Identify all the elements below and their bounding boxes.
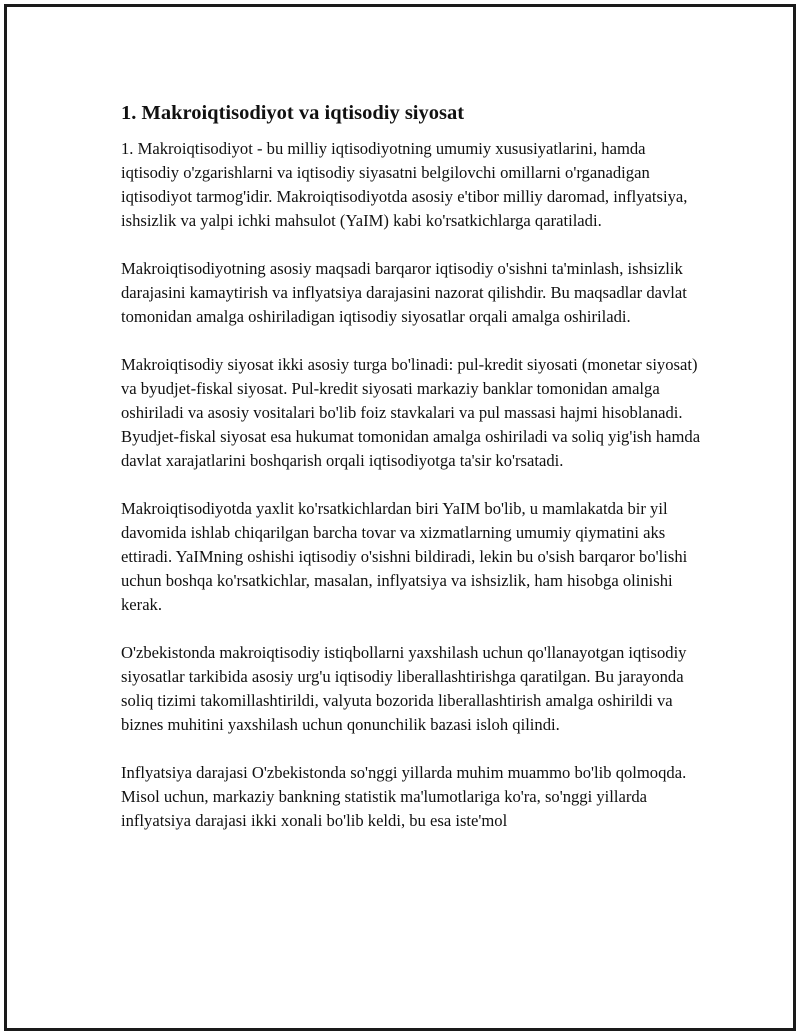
paragraph-2: Makroiqtisodiyotning asosiy maqsadi barqaror iqtisodiy o'sishni ta'minlash, ishsizlik darajasini kamaytirish va inflyatsiya darajasini nazorat qilishdir. Bu maqsadlar davlat tomonidan amalga oshiriladigan iqtisodiy siyosatlar orqali amalga oshiriladi. xyxy=(121,259,687,326)
paragraph-1: 1. Makroiqtisodiyot - bu milliy iqtisodiyotning umumiy xususiyatlarini, hamda iqtisodiy o'zgarishlarni va iqtisodiy siyasatni belgilovchi omillarni o'rganadigan iqtisodiyot tarmog'idir. Makroiqtisodiyotda asosiy e'tibor milliy daromad, inflyatsiya, ishsizlik va yalpi ichki mahsulot (YaIM) kabi ko'rsatkichlarga qaratiladi. xyxy=(121,139,688,230)
paragraph-4: Makroiqtisodiyotda yaxlit ko'rsatkichlardan biri YaIM bo'lib, u mamlakatda bir yil davomida ishlab chiqarilgan barcha tovar va xizmatlarning umumiy qiymatini aks ettiradi. YaIMning oshishi iqtisodiy o'sishni bildiradi, lekin bu o'sish barqaror bo'lishi uchun boshqa ko'rsatkichlar, masalan, inflyatsiya va ishsizlik, ham hisobga olinishi kerak. xyxy=(121,499,688,614)
page-frame xyxy=(4,4,796,1031)
document-title: 1. Makroiqtisodiyot va iqtisodiy siyosat xyxy=(121,102,465,124)
paragraph-6: Inflyatsiya darajasi O'zbekistonda so'nggi yillarda muhim muammo bo'lib qolmoqda. Misol uchun, markaziy bankning statistik ma'lumotlariga ko'ra, so'nggi yillarda inflyatsiya darajasi ikki xonali bo'lib keldi, bu esa iste'mol xyxy=(121,763,687,830)
paragraph-5: O'zbekistonda makroiqtisodiy istiqbollarni yaxshilash uchun qo'llanayotgan iqtisodiy siyosatlar tarkibida asosiy urg'u iqtisodiy liberallashtirishga qaratilgan. Bu jarayonda soliq tizimi takomillashtirildi, valyuta bozorida liberallashtirish amalga oshirildi va biznes muhitini yaxshilash uchun qonunchilik bazasi isloh qilindi. xyxy=(121,643,687,734)
document-body xyxy=(121,99,701,833)
paragraph-3: Makroiqtisodiy siyosat ikki asosiy turga bo'linadi: pul-kredit siyosati (monetar siyosat) va byudjet-fiskal siyosat. Pul-kredit siyosati markaziy banklar tomonidan amalga oshiriladi va asosiy vositalari bo'lib foiz stavkalari va pul massasi hajmi hisoblanadi. Byudjet-fiskal siyosat esa hukumat tomonidan amalga oshiriladi va soliq yig'ish hamda davlat xarajatlarini boshqarish orqali iqtisodiyotga ta'sir ko'rsatadi. xyxy=(121,355,701,470)
